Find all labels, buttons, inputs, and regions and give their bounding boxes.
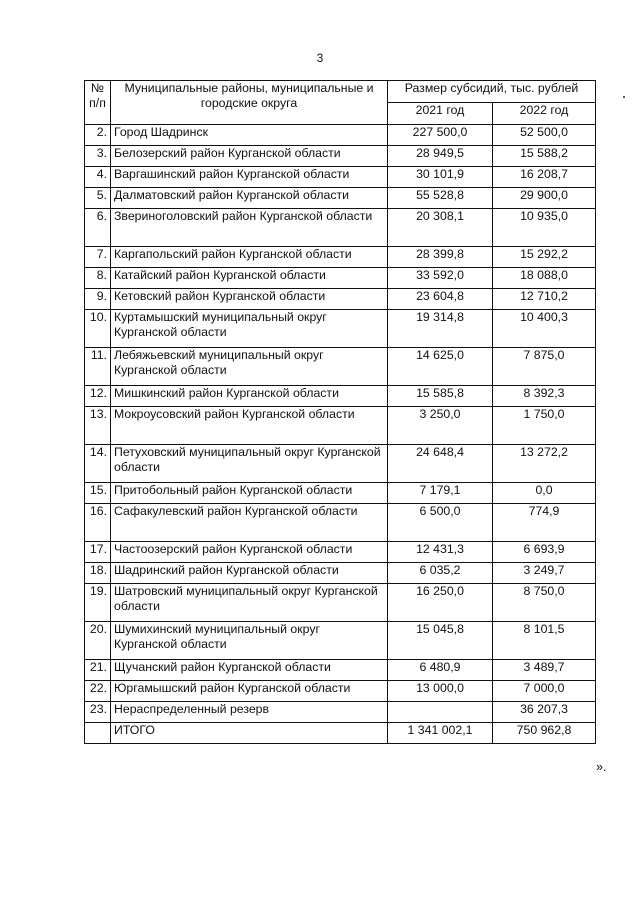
subsidy-2021-cell: 55 528,8 xyxy=(388,188,493,209)
row-number-cell: 20. xyxy=(85,622,111,660)
municipality-name-cell: Мокроусовский район Курганской области xyxy=(111,407,388,445)
table-row xyxy=(85,348,596,386)
row-number-cell: 14. xyxy=(85,445,111,483)
municipality-name-cell: Мишкинский район Курганской области xyxy=(111,386,388,407)
municipality-name-cell: Петуховский муниципальный округ Курганской области xyxy=(111,445,388,483)
subsidy-2021-cell: 28 399,8 xyxy=(388,247,493,268)
municipality-name-cell: Далматовский район Курганской области xyxy=(111,188,388,209)
municipality-name-cell: Катайский район Курганской области xyxy=(111,268,388,289)
subsidy-2022-cell: 750 962,8 xyxy=(493,723,596,744)
header-year-2021: 2021 год xyxy=(388,103,493,125)
subsidy-2022-cell: 10 400,3 xyxy=(493,310,596,348)
subsidy-2022-cell: 8 101,5 xyxy=(493,622,596,660)
municipality-name-cell: Нераспределенный резерв xyxy=(111,702,388,723)
table-row xyxy=(85,483,596,504)
municipality-name-cell: Шадринский район Курганской области xyxy=(111,563,388,584)
subsidy-2021-cell: 14 625,0 xyxy=(388,348,493,386)
table-row xyxy=(85,681,596,702)
municipality-name-cell: Частоозерский район Курганской области xyxy=(111,542,388,563)
subsidy-2021-cell: 15 045,8 xyxy=(388,622,493,660)
table-row xyxy=(85,386,596,407)
subsidy-2021-cell: 16 250,0 xyxy=(388,584,493,622)
municipality-name-cell: Каргапольский район Курганской области xyxy=(111,247,388,268)
row-number-cell: 18. xyxy=(85,563,111,584)
municipality-name-cell: Куртамышский муниципальный округ Курганской области xyxy=(111,310,388,348)
row-number-cell: 7. xyxy=(85,247,111,268)
subsidy-2022-cell: 8 750,0 xyxy=(493,584,596,622)
subsidy-2021-cell: 7 179,1 xyxy=(388,483,493,504)
municipality-name-cell: Лебяжьевский муниципальный округ Курганской области xyxy=(111,348,388,386)
row-number-cell: 11. xyxy=(85,348,111,386)
municipality-name-cell: Звериноголовский район Курганской области xyxy=(111,209,388,247)
municipality-name-cell: Щучанский район Курганской области xyxy=(111,660,388,681)
subsidy-2021-cell: 24 648,4 xyxy=(388,445,493,483)
row-number-cell: 8. xyxy=(85,268,111,289)
subsidy-2022-cell: 1 750,0 xyxy=(493,407,596,445)
table-row xyxy=(85,584,596,622)
subsidy-2021-cell: 12 431,3 xyxy=(388,542,493,563)
subsidy-2022-cell: 774,9 xyxy=(493,504,596,542)
table-body xyxy=(85,125,596,744)
subsidy-table xyxy=(84,80,596,744)
header-subsidy-size: Размер субсидий, тыс. рублей xyxy=(388,81,596,103)
subsidy-2022-cell: 15 292,2 xyxy=(493,247,596,268)
subsidy-2021-cell: 28 949,5 xyxy=(388,146,493,167)
table-row xyxy=(85,723,596,744)
header-row-number xyxy=(85,81,111,125)
table-row xyxy=(85,188,596,209)
municipality-name-cell: Город Шадринск xyxy=(111,125,388,146)
subsidy-2022-cell: 8 392,3 xyxy=(493,386,596,407)
row-number-cell: 4. xyxy=(85,167,111,188)
subsidy-2021-cell: 6 480,9 xyxy=(388,660,493,681)
subsidy-2022-cell: 7 875,0 xyxy=(493,348,596,386)
subsidy-2022-cell: 16 208,7 xyxy=(493,167,596,188)
municipality-name-cell: ИТОГО xyxy=(111,723,388,744)
row-number-cell: 12. xyxy=(85,386,111,407)
row-number-cell: 9. xyxy=(85,289,111,310)
municipality-name-cell: Притобольный район Курганской области xyxy=(111,483,388,504)
subsidy-2022-cell: 10 935,0 xyxy=(493,209,596,247)
subsidy-2021-cell: 1 341 002,1 xyxy=(388,723,493,744)
subsidy-2022-cell: 18 088,0 xyxy=(493,268,596,289)
table-row xyxy=(85,125,596,146)
subsidy-2022-cell: 13 272,2 xyxy=(493,445,596,483)
row-number-cell: 10. xyxy=(85,310,111,348)
subsidy-2022-cell: 15 588,2 xyxy=(493,146,596,167)
row-number-cell: 17. xyxy=(85,542,111,563)
municipality-name-cell: Сафакулевский район Курганской области xyxy=(111,504,388,542)
subsidy-2022-cell: 7 000,0 xyxy=(493,681,596,702)
row-number-cell: 15. xyxy=(85,483,111,504)
table-row xyxy=(85,563,596,584)
subsidy-2022-cell: 12 710,2 xyxy=(493,289,596,310)
table-row xyxy=(85,167,596,188)
subsidy-2022-cell: 3 249,7 xyxy=(493,563,596,584)
subsidy-2022-cell: 52 500,0 xyxy=(493,125,596,146)
row-number-cell: 13. xyxy=(85,407,111,445)
table-row xyxy=(85,622,596,660)
stray-mark xyxy=(623,96,625,98)
municipality-name-cell: Шумихинский муниципальный округ Курганской области xyxy=(111,622,388,660)
subsidy-2022-cell: 29 900,0 xyxy=(493,188,596,209)
table-row xyxy=(85,146,596,167)
subsidy-2021-cell: 227 500,0 xyxy=(388,125,493,146)
row-number-cell: 22. xyxy=(85,681,111,702)
table-row xyxy=(85,310,596,348)
municipality-name-cell: Варгашинский район Курганской области xyxy=(111,167,388,188)
subsidy-2022-cell: 0,0 xyxy=(493,483,596,504)
subsidy-2021-cell xyxy=(388,702,493,723)
table-row xyxy=(85,660,596,681)
closing-quote-mark: ». xyxy=(596,760,607,774)
row-number-cell: 19. xyxy=(85,584,111,622)
subsidy-2021-cell: 23 604,8 xyxy=(388,289,493,310)
table-row xyxy=(85,504,596,542)
row-number-cell: 5. xyxy=(85,188,111,209)
row-number-cell: 3. xyxy=(85,146,111,167)
table-row xyxy=(85,209,596,247)
subsidy-2021-cell: 19 314,8 xyxy=(388,310,493,348)
page-number: 3 xyxy=(316,51,324,65)
row-number-cell: 16. xyxy=(85,504,111,542)
subsidy-2021-cell: 20 308,1 xyxy=(388,209,493,247)
subsidy-2022-cell: 36 207,3 xyxy=(493,702,596,723)
header-year-2022: 2022 год xyxy=(493,103,596,125)
subsidy-2021-cell: 33 592,0 xyxy=(388,268,493,289)
municipality-name-cell: Кетовский район Курганской области xyxy=(111,289,388,310)
table-row xyxy=(85,268,596,289)
row-number-cell: 6. xyxy=(85,209,111,247)
municipality-name-cell: Белозерский район Курганской области xyxy=(111,146,388,167)
municipality-name-cell: Юргамышский район Курганской области xyxy=(111,681,388,702)
subsidy-2022-cell: 6 693,9 xyxy=(493,542,596,563)
header-num-text: № п/п xyxy=(89,81,106,110)
subsidy-2021-cell: 6 035,2 xyxy=(388,563,493,584)
subsidy-2021-cell: 30 101,9 xyxy=(388,167,493,188)
table-row xyxy=(85,247,596,268)
table-row xyxy=(85,445,596,483)
table-row xyxy=(85,542,596,563)
table-row xyxy=(85,407,596,445)
subsidy-2021-cell: 13 000,0 xyxy=(388,681,493,702)
subsidy-2022-cell: 3 489,7 xyxy=(493,660,596,681)
table-row xyxy=(85,289,596,310)
subsidy-2021-cell: 3 250,0 xyxy=(388,407,493,445)
row-number-cell: 21. xyxy=(85,660,111,681)
row-number-cell: 23. xyxy=(85,702,111,723)
municipality-name-cell: Шатровский муниципальный округ Курганской области xyxy=(111,584,388,622)
row-number-cell xyxy=(85,723,111,744)
subsidy-2021-cell: 6 500,0 xyxy=(388,504,493,542)
header-municipality: Муниципальные районы, муниципальные и городские округа xyxy=(111,81,388,125)
table-row xyxy=(85,702,596,723)
row-number-cell: 2. xyxy=(85,125,111,146)
subsidy-2021-cell: 15 585,8 xyxy=(388,386,493,407)
